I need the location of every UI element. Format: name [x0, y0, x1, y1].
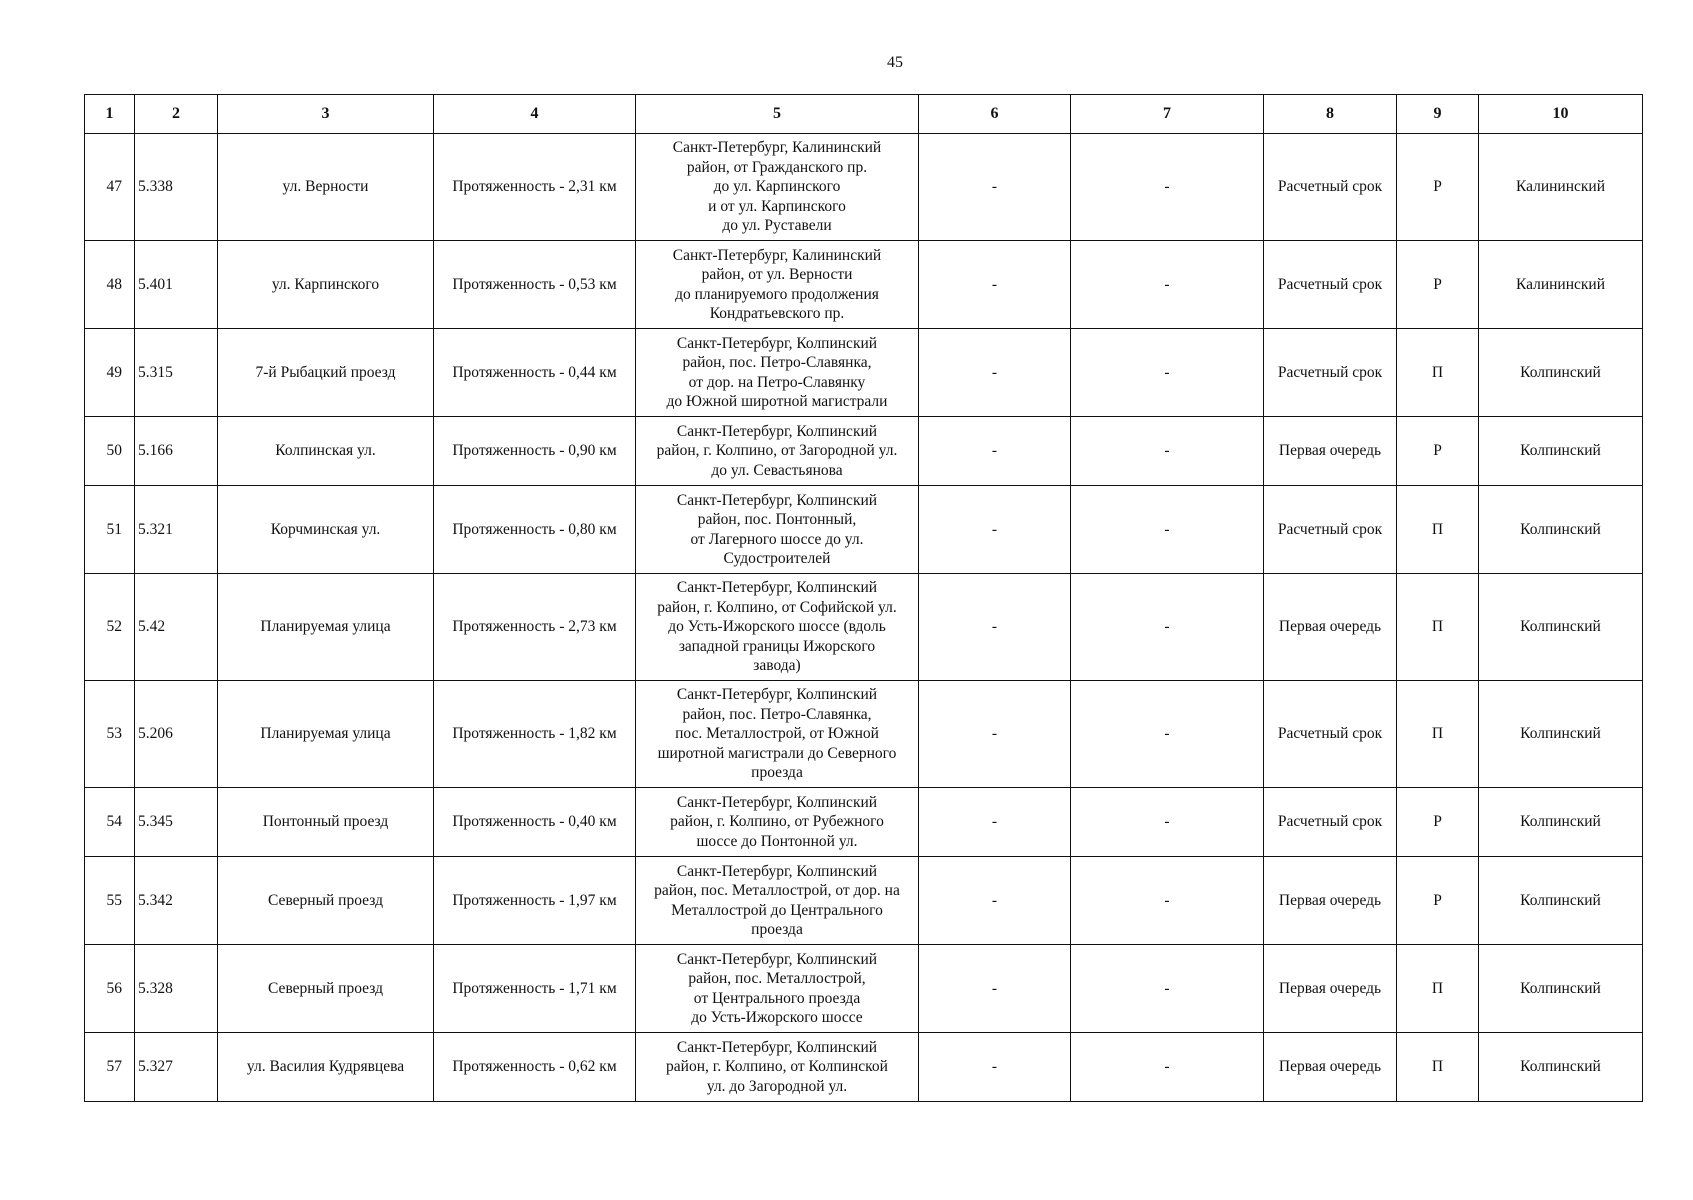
- table-row: [85, 1033, 1643, 1102]
- row-number-cell: 52: [85, 574, 135, 681]
- column-6-cell: -: [919, 486, 1071, 574]
- table-row: [85, 574, 1643, 681]
- length-cell: Протяженность - 1,71 км: [434, 945, 636, 1033]
- object-name-cell: Понтонный проезд: [218, 788, 434, 857]
- roads-table: [84, 94, 1643, 1102]
- object-code-cell: 5.342: [135, 857, 218, 945]
- implementation-term-cell: Расчетный срок: [1264, 241, 1397, 329]
- table-row: [85, 681, 1643, 788]
- column-7-cell: -: [1071, 241, 1264, 329]
- column-6-cell: -: [919, 241, 1071, 329]
- location-cell: Санкт-Петербург, Колпинский район, г. Колпино, от Колпинской ул. до Загородной ул.: [636, 1033, 919, 1102]
- row-number-cell: 47: [85, 134, 135, 241]
- object-name-cell: Северный проезд: [218, 945, 434, 1033]
- district-cell: Колпинский: [1479, 329, 1643, 417]
- column-7-cell: -: [1071, 486, 1264, 574]
- object-name-cell: Корчминская ул.: [218, 486, 434, 574]
- district-cell: Колпинский: [1479, 1033, 1643, 1102]
- column-header-7: 7: [1071, 95, 1264, 134]
- table-row: [85, 857, 1643, 945]
- length-cell: Протяженность - 0,53 км: [434, 241, 636, 329]
- district-cell: Колпинский: [1479, 788, 1643, 857]
- column-7-cell: -: [1071, 788, 1264, 857]
- object-type-cell: Р: [1397, 788, 1479, 857]
- row-number-cell: 54: [85, 788, 135, 857]
- object-code-cell: 5.345: [135, 788, 218, 857]
- object-code-cell: 5.321: [135, 486, 218, 574]
- column-6-cell: -: [919, 417, 1071, 486]
- column-6-cell: -: [919, 788, 1071, 857]
- location-cell: Санкт-Петербург, Колпинский район, пос. Металлострой, от дор. на Металлострой до Центрального проезда: [636, 857, 919, 945]
- object-type-cell: Р: [1397, 417, 1479, 486]
- location-cell: Санкт-Петербург, Колпинский район, пос. Петро-Славянка, пос. Металлострой, от Южной широтной магистрали до Северного проезда: [636, 681, 919, 788]
- object-code-cell: 5.315: [135, 329, 218, 417]
- location-cell: Санкт-Петербург, Колпинский район, пос. Металлострой, от Центрального проезда до Усть-Ижорского шоссе: [636, 945, 919, 1033]
- row-number-cell: 49: [85, 329, 135, 417]
- object-name-cell: ул. Карпинского: [218, 241, 434, 329]
- object-name-cell: ул. Василия Кудрявцева: [218, 1033, 434, 1102]
- table-row: [85, 788, 1643, 857]
- column-header-1: 1: [85, 95, 135, 134]
- row-number-cell: 57: [85, 1033, 135, 1102]
- column-7-cell: -: [1071, 417, 1264, 486]
- object-code-cell: 5.328: [135, 945, 218, 1033]
- object-type-cell: П: [1397, 574, 1479, 681]
- length-cell: Протяженность - 0,62 км: [434, 1033, 636, 1102]
- district-cell: Колпинский: [1479, 417, 1643, 486]
- object-code-cell: 5.206: [135, 681, 218, 788]
- length-cell: Протяженность - 0,40 км: [434, 788, 636, 857]
- page-number: 45: [887, 54, 903, 71]
- row-number-cell: 50: [85, 417, 135, 486]
- table-row: [85, 417, 1643, 486]
- row-number-cell: 55: [85, 857, 135, 945]
- column-6-cell: -: [919, 681, 1071, 788]
- row-number-cell: 56: [85, 945, 135, 1033]
- implementation-term-cell: Расчетный срок: [1264, 134, 1397, 241]
- column-header-3: 3: [218, 95, 434, 134]
- column-7-cell: -: [1071, 945, 1264, 1033]
- column-6-cell: -: [919, 945, 1071, 1033]
- column-header-5: 5: [636, 95, 919, 134]
- length-cell: Протяженность - 0,90 км: [434, 417, 636, 486]
- table-row: [85, 329, 1643, 417]
- object-name-cell: Северный проезд: [218, 857, 434, 945]
- location-cell: Санкт-Петербург, Колпинский район, пос. Петро-Славянка, от дор. на Петро-Славянку до Южной широтной магистрали: [636, 329, 919, 417]
- district-cell: Колпинский: [1479, 486, 1643, 574]
- column-6-cell: -: [919, 329, 1071, 417]
- object-name-cell: Планируемая улица: [218, 681, 434, 788]
- object-type-cell: П: [1397, 329, 1479, 417]
- object-code-cell: 5.401: [135, 241, 218, 329]
- implementation-term-cell: Первая очередь: [1264, 945, 1397, 1033]
- object-name-cell: Колпинская ул.: [218, 417, 434, 486]
- object-type-cell: Р: [1397, 134, 1479, 241]
- location-cell: Санкт-Петербург, Калининский район, от ул. Верности до планируемого продолжения Кондратьевского пр.: [636, 241, 919, 329]
- length-cell: Протяженность - 2,73 км: [434, 574, 636, 681]
- implementation-term-cell: Первая очередь: [1264, 1033, 1397, 1102]
- column-header-6: 6: [919, 95, 1071, 134]
- object-name-cell: Планируемая улица: [218, 574, 434, 681]
- column-7-cell: -: [1071, 329, 1264, 417]
- object-name-cell: ул. Верности: [218, 134, 434, 241]
- column-header-10: 10: [1479, 95, 1643, 134]
- table-row: [85, 241, 1643, 329]
- length-cell: Протяженность - 1,82 км: [434, 681, 636, 788]
- column-7-cell: -: [1071, 574, 1264, 681]
- object-type-cell: П: [1397, 486, 1479, 574]
- column-7-cell: -: [1071, 857, 1264, 945]
- column-6-cell: -: [919, 1033, 1071, 1102]
- column-6-cell: -: [919, 574, 1071, 681]
- column-header-8: 8: [1264, 95, 1397, 134]
- implementation-term-cell: Расчетный срок: [1264, 329, 1397, 417]
- object-name-cell: 7-й Рыбацкий проезд: [218, 329, 434, 417]
- district-cell: Колпинский: [1479, 574, 1643, 681]
- column-7-cell: -: [1071, 134, 1264, 241]
- object-code-cell: 5.327: [135, 1033, 218, 1102]
- object-type-cell: П: [1397, 1033, 1479, 1102]
- location-cell: Санкт-Петербург, Колпинский район, пос. Понтонный, от Лагерного шоссе до ул. Судостроителей: [636, 486, 919, 574]
- table-body: [85, 134, 1643, 1102]
- district-cell: Калининский: [1479, 134, 1643, 241]
- object-code-cell: 5.42: [135, 574, 218, 681]
- location-cell: Санкт-Петербург, Колпинский район, г. Колпино, от Загородной ул. до ул. Севастьянова: [636, 417, 919, 486]
- table-header-row: [85, 95, 1643, 134]
- table-row: [85, 134, 1643, 241]
- length-cell: Протяженность - 0,80 км: [434, 486, 636, 574]
- implementation-term-cell: Расчетный срок: [1264, 486, 1397, 574]
- row-number-cell: 51: [85, 486, 135, 574]
- table-row: [85, 486, 1643, 574]
- location-cell: Санкт-Петербург, Колпинский район, г. Колпино, от Софийской ул. до Усть-Ижорского шоссе (вдоль западной границы Ижорского завода): [636, 574, 919, 681]
- column-header-4: 4: [434, 95, 636, 134]
- district-cell: Колпинский: [1479, 857, 1643, 945]
- district-cell: Колпинский: [1479, 681, 1643, 788]
- length-cell: Протяженность - 2,31 км: [434, 134, 636, 241]
- district-cell: Колпинский: [1479, 945, 1643, 1033]
- implementation-term-cell: Первая очередь: [1264, 857, 1397, 945]
- row-number-cell: 53: [85, 681, 135, 788]
- length-cell: Протяженность - 1,97 км: [434, 857, 636, 945]
- location-cell: Санкт-Петербург, Калининский район, от Гражданского пр. до ул. Карпинского и от ул. Карпинского до ул. Руставели: [636, 134, 919, 241]
- object-code-cell: 5.166: [135, 417, 218, 486]
- column-header-9: 9: [1397, 95, 1479, 134]
- implementation-term-cell: Расчетный срок: [1264, 681, 1397, 788]
- column-6-cell: -: [919, 134, 1071, 241]
- object-type-cell: П: [1397, 681, 1479, 788]
- object-code-cell: 5.338: [135, 134, 218, 241]
- object-type-cell: П: [1397, 945, 1479, 1033]
- object-type-cell: Р: [1397, 241, 1479, 329]
- implementation-term-cell: Расчетный срок: [1264, 788, 1397, 857]
- location-cell: Санкт-Петербург, Колпинский район, г. Колпино, от Рубежного шоссе до Понтонной ул.: [636, 788, 919, 857]
- column-7-cell: -: [1071, 681, 1264, 788]
- column-header-2: 2: [135, 95, 218, 134]
- table-row: [85, 945, 1643, 1033]
- implementation-term-cell: Первая очередь: [1264, 574, 1397, 681]
- row-number-cell: 48: [85, 241, 135, 329]
- column-6-cell: -: [919, 857, 1071, 945]
- length-cell: Протяженность - 0,44 км: [434, 329, 636, 417]
- implementation-term-cell: Первая очередь: [1264, 417, 1397, 486]
- district-cell: Калининский: [1479, 241, 1643, 329]
- object-type-cell: Р: [1397, 857, 1479, 945]
- column-7-cell: -: [1071, 1033, 1264, 1102]
